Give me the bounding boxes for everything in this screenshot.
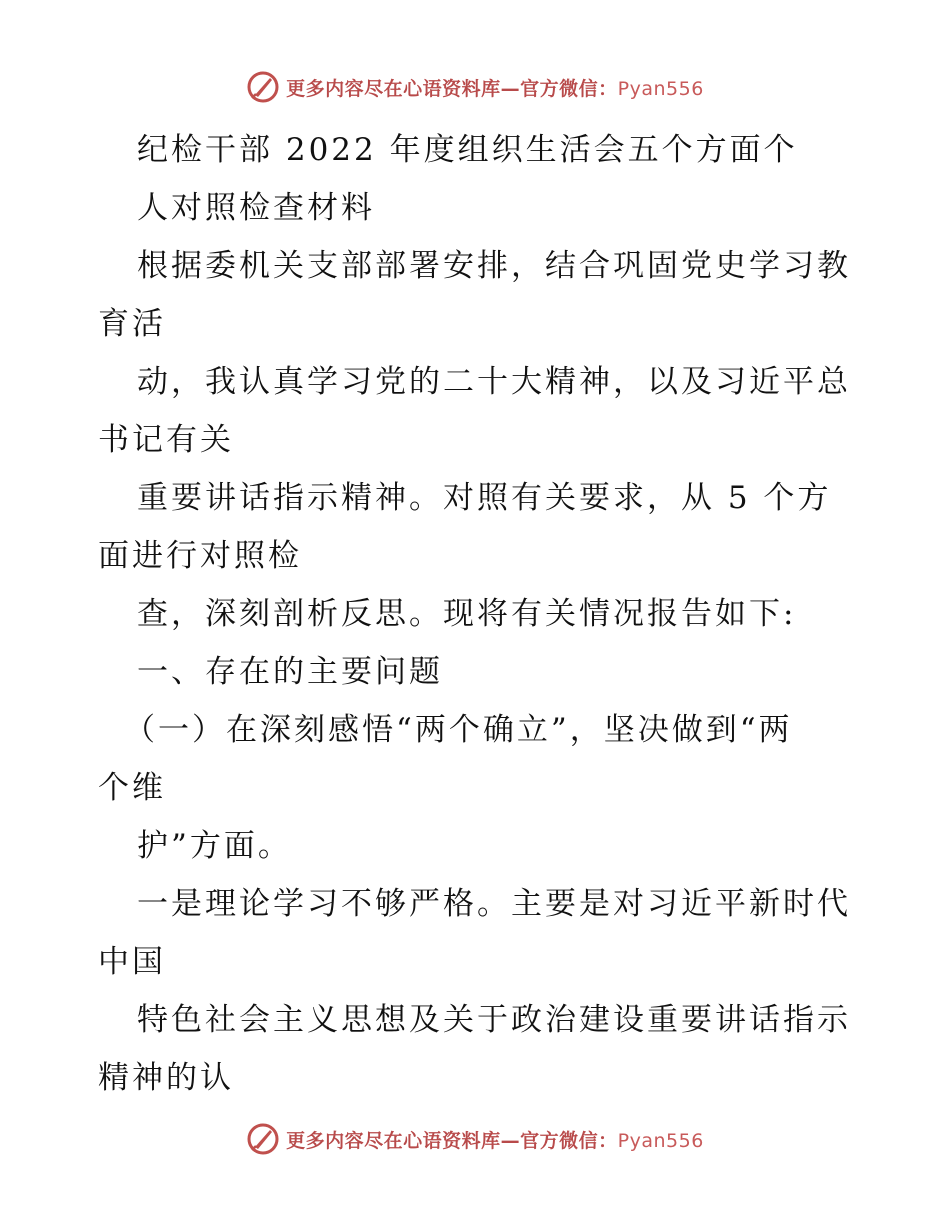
doc-line: 精神的认 [98,1060,234,1096]
quill-logo-icon [246,1122,280,1156]
section-heading: 一、存在的主要问题 [137,654,443,690]
watermark-id: Pyan556 [617,1129,704,1152]
quill-logo-icon [246,70,280,104]
doc-line: 纪检干部 2022 年度组织生活会五个方面个 [137,132,798,168]
subsection-heading: （一）在深刻感悟“两个确立”，坚决做到“两 [124,712,793,748]
doc-line: 一是理论学习不够严格。主要是对习近平新时代 [137,886,851,922]
doc-line: 书记有关 [98,422,234,458]
doc-line: 特色社会主义思想及关于政治建设重要讲话指示 [137,1002,851,1038]
doc-line: 面进行对照检 [98,538,302,574]
footer-watermark [0,1122,950,1156]
doc-line: 重要讲话指示精神。对照有关要求，从 5 个方 [137,480,832,516]
watermark-text: 更多内容尽在心语资料库—官方微信： [286,1129,618,1152]
watermark-id: Pyan556 [617,77,704,100]
doc-line: 护”方面。 [137,828,292,864]
doc-line: 个维 [98,770,166,806]
doc-line: 人对照检查材料 [137,190,375,226]
doc-line: 根据委机关支部部署安排，结合巩固党史学习教 [137,248,851,284]
doc-line: 中国 [98,944,166,980]
doc-line: 查，深刻剖析反思。现将有关情况报告如下: [137,596,797,632]
doc-line: 动，我认真学习党的二十大精神，以及习近平总 [137,364,851,400]
doc-line: 育活 [98,306,166,342]
header-watermark [0,70,950,104]
watermark-text: 更多内容尽在心语资料库—官方微信： [286,77,618,100]
